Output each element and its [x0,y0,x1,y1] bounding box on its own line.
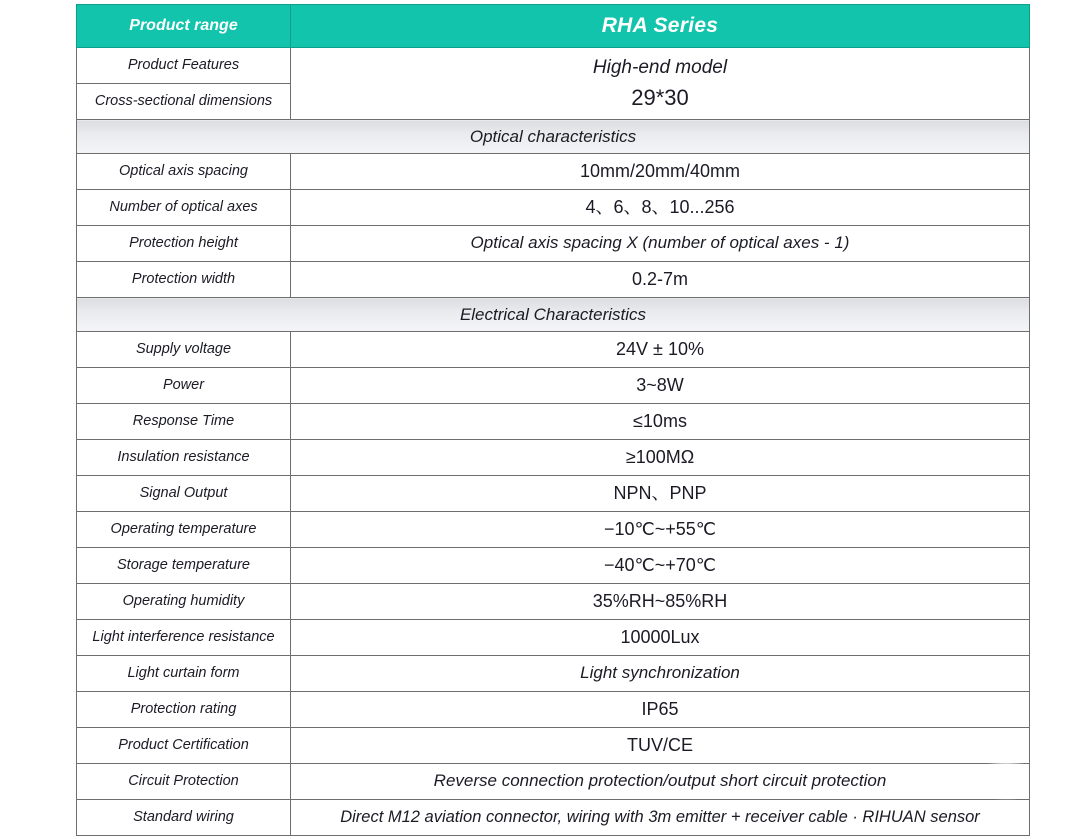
table-row [77,368,1030,404]
table-row [77,154,1030,190]
row-value-operating-humidity: 35%RH~85%RH [291,584,1030,620]
row-label-power: Power [77,368,291,404]
row-value-light-curtain-form: Light synchronization [291,656,1030,692]
section-band-optical-characteristics: Optical characteristics [77,120,1030,154]
row-value-optical-axis-spacing: 10mm/20mm/40mm [291,154,1030,190]
row-value-protection-width: 0.2-7m [291,262,1030,298]
row-label-product-certification: Product Certification [77,728,291,764]
row-value-power: 3~8W [291,368,1030,404]
table-row [77,728,1030,764]
table-row [77,584,1030,620]
table-row [77,656,1030,692]
table-row [77,476,1030,512]
row-value-signal-output: NPN、PNP [291,476,1030,512]
table-header-row [77,5,1030,48]
row-label-cross-sectional-dimensions: Cross-sectional dimensions [77,84,291,120]
row-value-number-of-optical-axes: 4、6、8、10...256 [291,190,1030,226]
row-label-operating-humidity: Operating humidity [77,584,291,620]
table-row [77,226,1030,262]
row-label-operating-temperature: Operating temperature [77,512,291,548]
row-label-product-features: Product Features [77,48,291,84]
table-row [77,332,1030,368]
header-series-title: RHA Series [291,5,1030,48]
row-label-signal-output: Signal Output [77,476,291,512]
row-label-insulation-resistance: Insulation resistance [77,440,291,476]
product-specification-sheet [76,4,1030,836]
row-value-product-certification: TUV/CE [291,728,1030,764]
table-row [77,190,1030,226]
table-row [77,548,1030,584]
row-label-optical-axis-spacing: Optical axis spacing [77,154,291,190]
row-value-response-time: ≤10ms [291,404,1030,440]
table-row [77,48,1030,84]
summary-value-model: High-end model [592,57,728,79]
summary-value-dimensions: 29*30 [631,84,689,110]
row-label-protection-rating: Protection rating [77,692,291,728]
row-label-standard-wiring: Standard wiring [77,800,291,836]
table-body [77,5,1030,836]
table-row [77,620,1030,656]
row-label-protection-height: Protection height [77,226,291,262]
row-value-insulation-resistance: ≥100MΩ [291,440,1030,476]
table-row [77,440,1030,476]
row-value-protection-height: Optical axis spacing X (number of optical axes - 1) [291,226,1030,262]
row-value-storage-temperature: −40℃~+70℃ [291,548,1030,584]
section-band-row [77,298,1030,332]
table-row [77,692,1030,728]
row-value-operating-temperature: −10℃~+55℃ [291,512,1030,548]
row-label-storage-temperature: Storage temperature [77,548,291,584]
specification-table [76,4,1030,836]
table-row [77,764,1030,800]
row-label-number-of-optical-axes: Number of optical axes [77,190,291,226]
row-value-supply-voltage: 24V ± 10% [291,332,1030,368]
section-band-electrical-characteristics: Electrical Characteristics [77,298,1030,332]
row-value-light-interference-resistance: 10000Lux [291,620,1030,656]
table-row [77,404,1030,440]
table-row [77,512,1030,548]
row-label-light-curtain-form: Light curtain form [77,656,291,692]
row-label-response-time: Response Time [77,404,291,440]
row-label-light-interference-resistance: Light interference resistance [77,620,291,656]
header-product-range-label: Product range [77,5,291,48]
row-label-circuit-protection: Circuit Protection [77,764,291,800]
table-row [77,800,1030,836]
table-row [77,262,1030,298]
section-band-row [77,120,1030,154]
row-label-supply-voltage: Supply voltage [77,332,291,368]
summary-value-cell [291,48,1030,120]
row-value-standard-wiring: Direct M12 aviation connector, wiring with 3m emitter + receiver cable · RIHUAN sensor [291,800,1030,836]
row-value-circuit-protection: Reverse connection protection/output short circuit protection [291,764,1030,800]
row-value-protection-rating: IP65 [291,692,1030,728]
row-label-protection-width: Protection width [77,262,291,298]
